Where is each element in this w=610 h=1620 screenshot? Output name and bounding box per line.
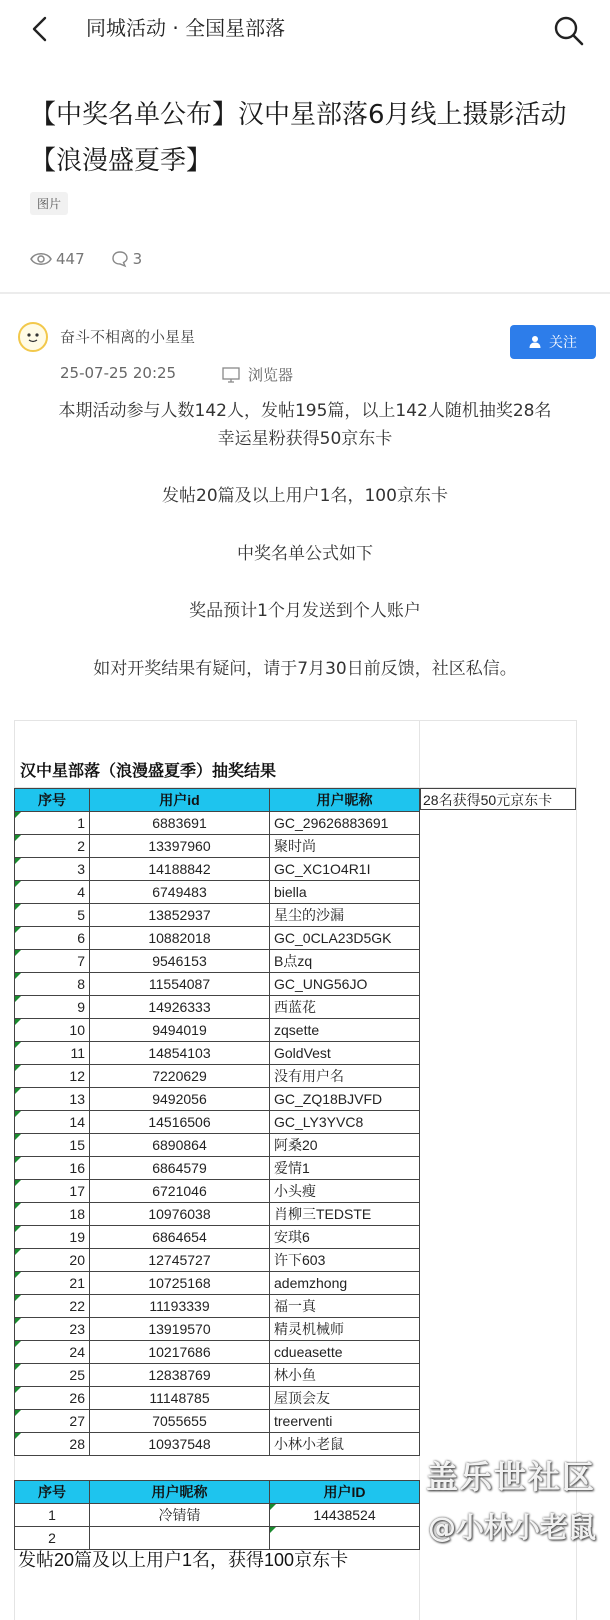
cell-index: 8 — [15, 973, 90, 996]
header-nickname: 用户昵称 — [90, 1481, 270, 1504]
author-name[interactable]: 奋斗不相离的小星星 — [60, 328, 196, 346]
table-row — [15, 1272, 420, 1295]
cell-col3: 14438524 — [270, 1504, 420, 1527]
table-row — [15, 1249, 420, 1272]
cell-col3: GC_UNG56JO — [270, 973, 420, 996]
follow-button[interactable] — [510, 325, 596, 359]
cell-col2: 10882018 — [90, 927, 270, 950]
table-row — [15, 1111, 420, 1134]
top-poster-table — [14, 1480, 420, 1550]
post-stats — [30, 250, 168, 268]
table-row — [15, 1341, 420, 1364]
comments-count: 3 — [132, 250, 143, 268]
body-paragraph-2: 发帖20篇及以上用户1名，100京东卡 — [162, 486, 448, 506]
post-device — [222, 364, 293, 385]
follow-label: 关注 — [549, 335, 577, 351]
cell-index: 19 — [15, 1226, 90, 1249]
cell-index: 6 — [15, 927, 90, 950]
cell-col3: 没有用户名 — [270, 1065, 420, 1088]
cell-col3: 肖柳三TEDSTE — [270, 1203, 420, 1226]
category-tag[interactable]: 图片 — [30, 192, 68, 215]
cell-col2: 冷锖锖 — [90, 1504, 270, 1527]
cell-col3: 许下603 — [270, 1249, 420, 1272]
post-title: 【中奖名单公布】汉中星部落6月线上摄影活动【浪漫盛夏季】 — [30, 100, 567, 176]
cell-index: 28 — [15, 1433, 90, 1456]
cell-index: 5 — [15, 904, 90, 927]
table-row — [15, 1157, 420, 1180]
cell-col3: ademzhong — [270, 1272, 420, 1295]
cell-col2: 10937548 — [90, 1433, 270, 1456]
cell-col3: cdueasette — [270, 1341, 420, 1364]
table-row — [15, 973, 420, 996]
table-row — [15, 1410, 420, 1433]
cell-col2: 9494019 — [90, 1019, 270, 1042]
header-index: 序号 — [15, 1481, 90, 1504]
cell-col3: 星尘的沙漏 — [270, 904, 420, 927]
table-row — [15, 1295, 420, 1318]
body-paragraph-1-line-1: 本期活动参与人数142人，发帖195篇，以上142人随机抽奖28名 — [58, 401, 552, 421]
cell-col2: 11554087 — [90, 973, 270, 996]
cell-col3: zqsette — [270, 1019, 420, 1042]
table-row — [15, 996, 420, 1019]
comments-stat[interactable] — [111, 250, 143, 268]
table-row — [15, 835, 420, 858]
cell-index: 11 — [15, 1042, 90, 1065]
user-add-icon — [529, 335, 543, 349]
cell-index: 20 — [15, 1249, 90, 1272]
comment-icon — [111, 250, 129, 268]
cell-col2: 14926333 — [90, 996, 270, 1019]
table-row — [15, 1318, 420, 1341]
cell-index: 12 — [15, 1065, 90, 1088]
cell-col3: GC_XC1O4R1I — [270, 858, 420, 881]
cell-col3: GC_29626883691 — [270, 812, 420, 835]
cell-col2: 6864654 — [90, 1226, 270, 1249]
cell-col3: biella — [270, 881, 420, 904]
cell-col2: 12838769 — [90, 1364, 270, 1387]
cell-col2: 12745727 — [90, 1249, 270, 1272]
header-nickname: 用户昵称 — [270, 789, 420, 812]
cell-col3: 爱情1 — [270, 1157, 420, 1180]
search-icon[interactable] — [552, 14, 586, 48]
cell-index: 4 — [15, 881, 90, 904]
cell-col2: 14188842 — [90, 858, 270, 881]
avatar[interactable] — [18, 322, 48, 352]
table-row — [15, 1042, 420, 1065]
cell-index: 24 — [15, 1341, 90, 1364]
back-icon[interactable] — [26, 14, 56, 44]
table-row — [15, 1226, 420, 1249]
post-time: 25-07-25 20:25 — [60, 364, 177, 382]
cell-index: 7 — [15, 950, 90, 973]
cell-col2: 10217686 — [90, 1341, 270, 1364]
cell-col2: 13397960 — [90, 835, 270, 858]
device-label: 浏览器 — [248, 366, 294, 384]
table-row — [15, 1134, 420, 1157]
cell-index: 2 — [15, 835, 90, 858]
cell-col3: 聚时尚 — [270, 835, 420, 858]
cell-col2: 10725168 — [90, 1272, 270, 1295]
eye-icon — [30, 251, 52, 267]
cell-index: 1 — [15, 1504, 90, 1527]
table-row — [15, 1088, 420, 1111]
cell-col3: 福一真 — [270, 1295, 420, 1318]
table-row — [15, 812, 420, 835]
body-paragraph-1-line-2: 幸运星粉获得50京东卡 — [217, 429, 393, 449]
cell-index: 9 — [15, 996, 90, 1019]
cell-col3: 屋顶会友 — [270, 1387, 420, 1410]
views-stat — [30, 250, 85, 268]
cell-index: 18 — [15, 1203, 90, 1226]
cell-col3: 小头瘦 — [270, 1180, 420, 1203]
cell-index: 22 — [15, 1295, 90, 1318]
table-header-row — [15, 1481, 420, 1504]
cell-col3: 阿桑20 — [270, 1134, 420, 1157]
cell-index: 23 — [15, 1318, 90, 1341]
cell-col2: 9546153 — [90, 950, 270, 973]
cell-col2: 7220629 — [90, 1065, 270, 1088]
body-paragraph-4: 奖品预计1个月发送到个人账户 — [189, 601, 421, 621]
cell-col3: B点zq — [270, 950, 420, 973]
table-row — [15, 1504, 420, 1527]
cell-col2: 6721046 — [90, 1180, 270, 1203]
cell-col3: treerventi — [270, 1410, 420, 1433]
table-row — [15, 927, 420, 950]
cell-col2: 7055655 — [90, 1410, 270, 1433]
cell-index: 2 — [15, 1527, 90, 1550]
table-row — [15, 950, 420, 973]
table-header-row — [15, 789, 420, 812]
cell-col3: 安琪6 — [270, 1226, 420, 1249]
cell-index: 3 — [15, 858, 90, 881]
watermark-brand: 盖乐世社区 — [425, 1458, 596, 1496]
views-count: 447 — [56, 250, 85, 268]
body-paragraph-3: 中奖名单公式如下 — [237, 544, 373, 564]
cell-col3: 西蓝花 — [270, 996, 420, 1019]
cell-col3: 林小鱼 — [270, 1364, 420, 1387]
header-index: 序号 — [15, 789, 90, 812]
table-row — [15, 881, 420, 904]
header-user-id: 用户id — [90, 789, 270, 812]
cell-col2: 11148785 — [90, 1387, 270, 1410]
winners-table — [14, 788, 420, 1456]
prize-note: 28名获得50元京东卡 — [420, 788, 576, 810]
topbar-title[interactable]: 同城活动 · 全国星部落 — [86, 16, 286, 40]
sheet-gridline — [14, 720, 576, 721]
table-row — [15, 1387, 420, 1410]
cell-index: 10 — [15, 1019, 90, 1042]
cell-col2: 6883691 — [90, 812, 270, 835]
body-paragraph-5: 如对开奖结果有疑问，请于7月30日前反馈，社区私信。 — [93, 659, 517, 679]
top-bar — [0, 0, 610, 56]
watermark-user: @小林小老鼠 — [427, 1511, 596, 1544]
cell-index: 13 — [15, 1088, 90, 1111]
cell-col2: 6890864 — [90, 1134, 270, 1157]
cell-col2: 11193339 — [90, 1295, 270, 1318]
cell-col3: 小林小老鼠 — [270, 1433, 420, 1456]
cell-index: 16 — [15, 1157, 90, 1180]
cell-col2: 13852937 — [90, 904, 270, 927]
cell-col2: 9492056 — [90, 1088, 270, 1111]
cell-col2: 10976038 — [90, 1203, 270, 1226]
cell-col2: 6749483 — [90, 881, 270, 904]
cell-col2: 14516506 — [90, 1111, 270, 1134]
divider — [0, 292, 610, 294]
table-row — [15, 1364, 420, 1387]
cell-index: 15 — [15, 1134, 90, 1157]
sheet-title: 汉中星部落（浪漫盛夏季）抽奖结果 — [20, 761, 277, 780]
table-row — [15, 1433, 420, 1456]
cell-col3: GoldVest — [270, 1042, 420, 1065]
table-row — [15, 904, 420, 927]
cell-col2: 13919570 — [90, 1318, 270, 1341]
table-row — [15, 1019, 420, 1042]
cell-col3: GC_ZQ18BJVFD — [270, 1088, 420, 1111]
cell-index: 1 — [15, 812, 90, 835]
cell-index: 17 — [15, 1180, 90, 1203]
table-row — [15, 1180, 420, 1203]
cell-index: 21 — [15, 1272, 90, 1295]
cell-col2: 6864579 — [90, 1157, 270, 1180]
table-row — [15, 858, 420, 881]
cell-index: 26 — [15, 1387, 90, 1410]
cell-index: 14 — [15, 1111, 90, 1134]
top-poster-note: 发帖20篇及以上用户1名，获得100京东卡 — [18, 1550, 349, 1570]
cell-col3: 精灵机械师 — [270, 1318, 420, 1341]
cell-col2: 14854103 — [90, 1042, 270, 1065]
cell-index: 25 — [15, 1364, 90, 1387]
table-row — [15, 1065, 420, 1088]
table-row — [15, 1203, 420, 1226]
monitor-icon — [222, 367, 240, 383]
cell-col3: GC_0CLA23D5GK — [270, 927, 420, 950]
cell-index: 27 — [15, 1410, 90, 1433]
cell-col3: GC_LY3YVC8 — [270, 1111, 420, 1134]
header-user-id: 用户ID — [270, 1481, 420, 1504]
